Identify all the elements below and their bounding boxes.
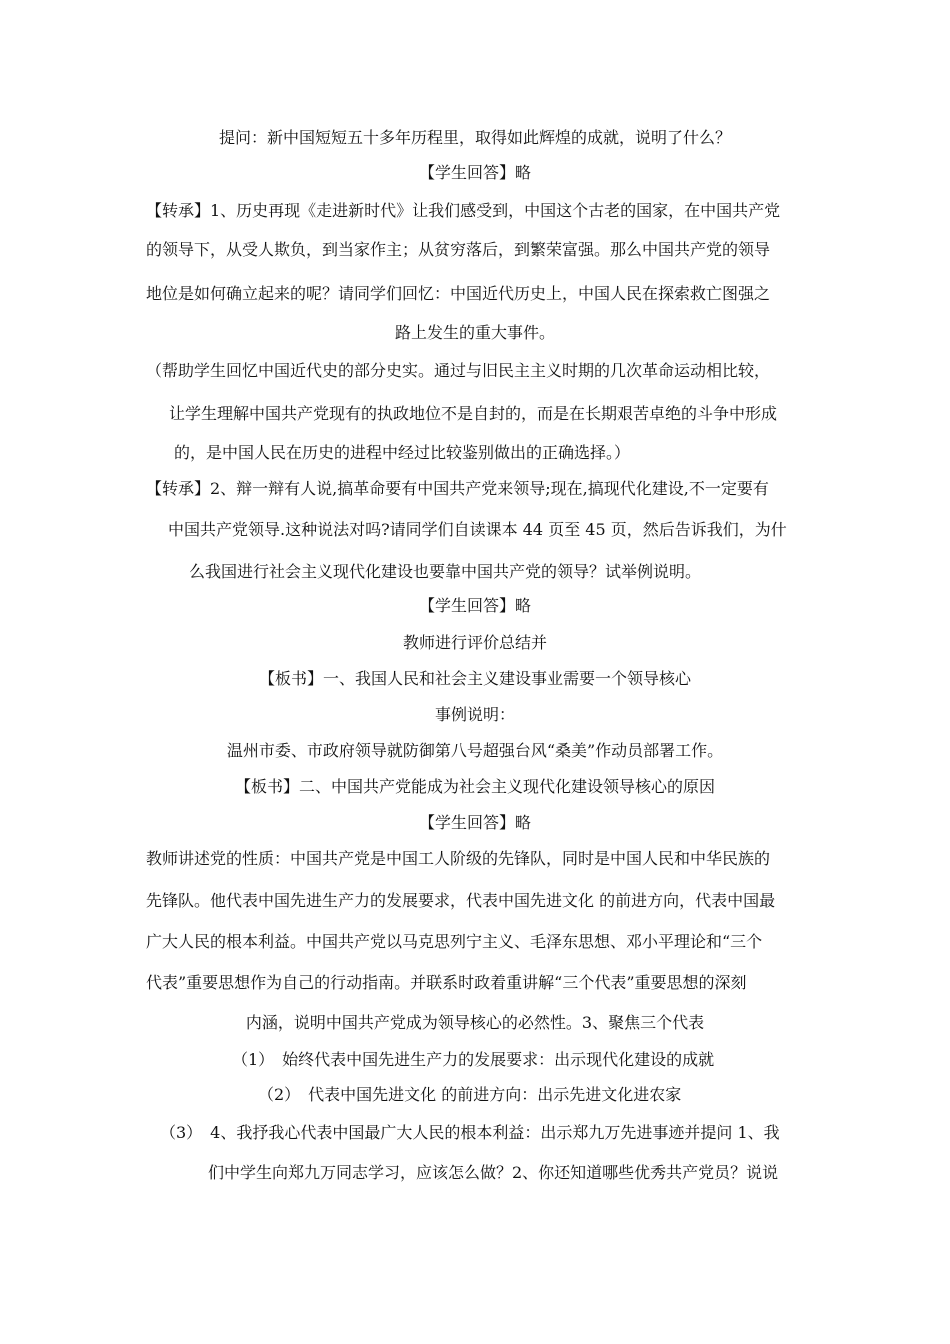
- example-heading: 事例说明：: [434, 705, 515, 724]
- party-nature-line-4: 代表”重要思想作为自己的行动指南。并联系时政着重讲解“三个代表”重要思想的深刻: [146, 973, 747, 992]
- focus-item-3-line-1: （3） 4、我抒我心代表中国最广大人民的根本利益：出示郑九万先进事迹并提问 1、我: [160, 1123, 780, 1142]
- focus-item-2: （2） 代表中国先进文化 的前进方向：出示先进文化进农家: [258, 1085, 682, 1104]
- board-note-1: 【板书】一、我国人民和社会主义建设事业需要一个领导核心: [258, 669, 691, 688]
- question-line: 提问：新中国短短五十多年历程里，取得如此辉煌的成就，说明了什么？: [218, 128, 731, 147]
- student-answer-2: 【学生回答】略: [418, 596, 531, 615]
- student-answer-3: 【学生回答】略: [418, 813, 531, 832]
- note-line-3: 的，是中国人民在历史的进程中经过比较鉴别做出的正确选择。）: [174, 443, 631, 462]
- transition-2-line-1: 【转承】2、辩一辩有人说,搞革命要有中国共产党来领导;现在,搞现代化建设,不一定要有: [146, 479, 769, 498]
- transition-1-line-2: 的领导下，从受人欺负，到当家作主；从贫穷落后，到繁荣富强。那么中国共产党的领导: [146, 240, 771, 259]
- transition-2-line-3: 么我国进行社会主义现代化建设也要靠中国共产党的领导？试举例说明。: [189, 562, 702, 581]
- party-nature-line-2: 先锋队。他代表中国先进生产力的发展要求，代表中国先进文化 的前进方向，代表中国最: [146, 891, 776, 910]
- transition-1-line-3: 地位是如何确立起来的呢？请同学们回忆：中国近代历史上，中国人民在探索救亡图强之: [146, 284, 771, 303]
- transition-1-line-4: 路上发生的重大事件。: [394, 323, 555, 342]
- teacher-summary: 教师进行评价总结并: [402, 633, 547, 652]
- note-line-2: 让学生理解中国共产党现有的执政地位不是自封的，而是在长期艰苦卓绝的斗争中形成: [169, 404, 778, 423]
- party-nature-line-3: 广大人民的根本利益。中国共产党以马克思列宁主义、毛泽东思想、邓小平理论和“三个: [146, 932, 763, 951]
- party-nature-line-5: 内涵，说明中国共产党成为领导核心的必然性。3、聚焦三个代表: [245, 1013, 705, 1032]
- example-line: 温州市委、市政府领导就防御第八号超强台风“桑美”作动员部署工作。: [226, 741, 724, 760]
- transition-2-line-2: 中国共产党领导.这种说法对吗?请同学们自读课本 44 页至 45 页，然后告诉我们，为什: [168, 520, 787, 539]
- focus-item-1: （1） 始终代表中国先进生产力的发展要求：出示现代化建设的成就: [232, 1050, 715, 1069]
- board-note-2: 【板书】二、中国共产党能成为社会主义现代化建设领导核心的原因: [234, 777, 715, 796]
- focus-item-3-line-2: 们中学生向郑九万同志学习，应该怎么做？2、你还知道哪些优秀共产党员？说说: [208, 1163, 779, 1182]
- note-line-1: （帮助学生回忆中国近代史的部分史实。通过与旧民主主义时期的几次革命运动相比较，: [146, 361, 771, 380]
- student-answer-1: 【学生回答】略: [418, 163, 531, 182]
- transition-1-line-1: 【转承】1、历史再现《走进新时代》让我们感受到，中国这个古老的国家，在中国共产党: [146, 201, 781, 220]
- party-nature-line-1: 教师讲述党的性质：中国共产党是中国工人阶级的先锋队，同时是中国人民和中华民族的: [146, 849, 771, 868]
